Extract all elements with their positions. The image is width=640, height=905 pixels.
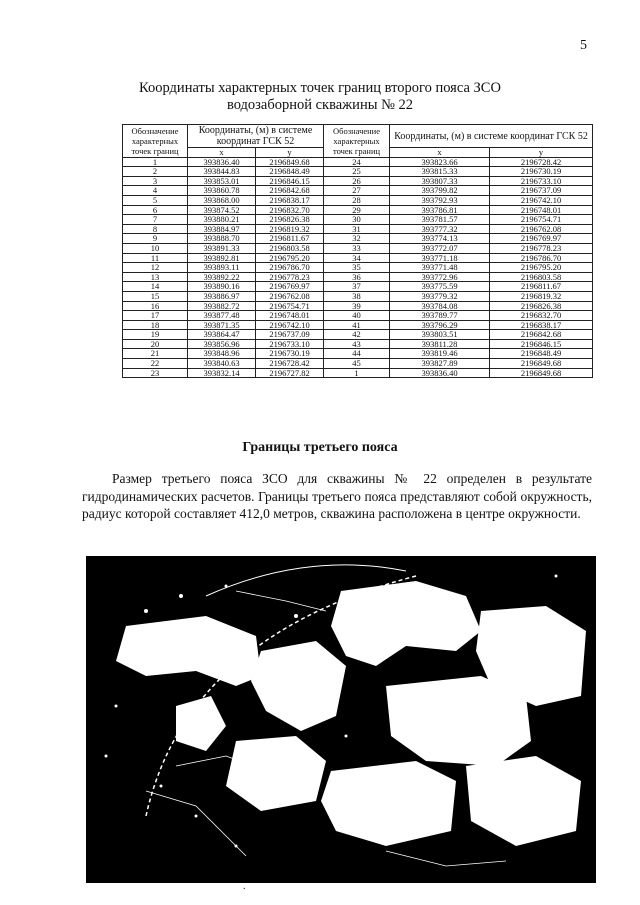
cell-right-point: 1 — [324, 368, 390, 378]
table-row — [123, 272, 593, 282]
cell-left-x: 393848.96 — [188, 349, 256, 359]
cell-left-point: 14 — [123, 282, 188, 292]
cell-right-y: 2196819.32 — [490, 291, 593, 301]
cell-left-x: 393856.96 — [188, 339, 256, 349]
cell-right-x: 393772.96 — [390, 272, 490, 282]
cell-right-point: 39 — [324, 301, 390, 311]
cell-left-point: 19 — [123, 330, 188, 340]
table-row — [123, 167, 593, 177]
cell-left-point: 2 — [123, 167, 188, 177]
cell-left-point: 21 — [123, 349, 188, 359]
cell-right-point: 42 — [324, 330, 390, 340]
cell-left-point: 11 — [123, 253, 188, 263]
cell-right-y: 2196733.10 — [490, 176, 593, 186]
cell-right-y: 2196838.17 — [490, 320, 593, 330]
footer-mark: . — [243, 881, 246, 892]
header-y-left: y — [256, 148, 324, 158]
cell-right-point: 24 — [324, 157, 390, 167]
cell-left-y: 2196762.08 — [256, 291, 324, 301]
cell-right-x: 393836.40 — [390, 368, 490, 378]
cell-right-point: 44 — [324, 349, 390, 359]
table-row — [123, 243, 593, 253]
cell-right-x: 393811.28 — [390, 339, 490, 349]
cell-right-point: 25 — [324, 167, 390, 177]
cell-left-y: 2196811.67 — [256, 234, 324, 244]
cell-right-x: 393823.66 — [390, 157, 490, 167]
cell-right-point: 29 — [324, 205, 390, 215]
cell-left-y: 2196728.42 — [256, 359, 324, 369]
cell-left-x: 393864.47 — [188, 330, 256, 340]
cell-right-y: 2196846.15 — [490, 339, 593, 349]
cell-right-y: 2196826.38 — [490, 301, 593, 311]
cell-right-point: 31 — [324, 224, 390, 234]
cell-left-point: 23 — [123, 368, 188, 378]
cell-left-y: 2196733.10 — [256, 339, 324, 349]
cell-right-y: 2196842.68 — [490, 330, 593, 340]
cell-left-point: 6 — [123, 205, 188, 215]
table-row — [123, 253, 593, 263]
cell-right-y: 2196728.42 — [490, 157, 593, 167]
cell-right-x: 393771.18 — [390, 253, 490, 263]
map-graphic — [86, 556, 596, 883]
table-row — [123, 234, 593, 244]
table-row — [123, 320, 593, 330]
table-row — [123, 301, 593, 311]
cell-left-y: 2196838.17 — [256, 195, 324, 205]
cell-right-point: 26 — [324, 176, 390, 186]
cell-left-x: 393832.14 — [188, 368, 256, 378]
cell-left-x: 393888.70 — [188, 234, 256, 244]
cell-right-y: 2196848.49 — [490, 349, 593, 359]
cell-left-y: 2196727.82 — [256, 368, 324, 378]
cell-right-y: 2196754.71 — [490, 215, 593, 225]
table-row — [123, 215, 593, 225]
cell-right-y: 2196769.97 — [490, 234, 593, 244]
cell-right-x: 393774.13 — [390, 234, 490, 244]
cell-left-y: 2196742.10 — [256, 320, 324, 330]
cell-left-y: 2196848.49 — [256, 167, 324, 177]
cell-left-x: 393880.21 — [188, 215, 256, 225]
cell-right-x: 393799.82 — [390, 186, 490, 196]
table-row — [123, 205, 593, 215]
header-coords-left: Координаты, (м) в системе координат ГСК 52 — [188, 125, 324, 148]
cell-left-x: 393860.78 — [188, 186, 256, 196]
cell-left-point: 1 — [123, 157, 188, 167]
table-title — [110, 80, 530, 114]
cell-right-x: 393789.77 — [390, 311, 490, 321]
cell-left-point: 10 — [123, 243, 188, 253]
table-row — [123, 359, 593, 369]
cell-right-x: 393803.51 — [390, 330, 490, 340]
cell-right-x: 393796.29 — [390, 320, 490, 330]
cell-right-x: 393772.07 — [390, 243, 490, 253]
cell-right-point: 41 — [324, 320, 390, 330]
cell-right-point: 40 — [324, 311, 390, 321]
cell-right-point: 33 — [324, 243, 390, 253]
cell-right-point: 30 — [324, 215, 390, 225]
body-paragraph: Размер третьего пояса ЗСО для скважины № 22 определен в результате гидродинамических расчетов. Границы третьего пояса представляют собой окружность, радиус которой составляет 412,0 метров, скважина расположена в центре окружности. — [82, 471, 592, 521]
cell-right-y: 2196778.23 — [490, 243, 593, 253]
cell-left-y: 2196819.32 — [256, 224, 324, 234]
header-point-left: Обозначение характерных точек границ — [123, 125, 188, 158]
cell-left-x: 393853.01 — [188, 176, 256, 186]
cell-right-y: 2196803.58 — [490, 272, 593, 282]
cell-left-point: 22 — [123, 359, 188, 369]
cell-left-y: 2196786.70 — [256, 263, 324, 273]
cell-left-point: 5 — [123, 195, 188, 205]
cell-right-x: 393781.57 — [390, 215, 490, 225]
cell-left-x: 393844.83 — [188, 167, 256, 177]
table-title-line1: Координаты характерных точек границ второго пояса ЗСО — [139, 80, 501, 96]
cell-right-point: 35 — [324, 263, 390, 273]
table-row — [123, 176, 593, 186]
cell-left-x: 393877.48 — [188, 311, 256, 321]
cell-right-x: 393792.93 — [390, 195, 490, 205]
cell-left-y: 2196730.19 — [256, 349, 324, 359]
table-row — [123, 330, 593, 340]
cell-right-y: 2196849.68 — [490, 359, 593, 369]
cell-right-y: 2196748.01 — [490, 205, 593, 215]
cell-left-y: 2196846.15 — [256, 176, 324, 186]
cell-right-y: 2196737.09 — [490, 186, 593, 196]
table-row — [123, 311, 593, 321]
table-title-line2: водозаборной скважины № 22 — [226, 97, 414, 113]
cell-left-y: 2196737.09 — [256, 330, 324, 340]
cell-right-x: 393775.59 — [390, 282, 490, 292]
cell-left-x: 393871.35 — [188, 320, 256, 330]
cell-right-x: 393786.81 — [390, 205, 490, 215]
cell-right-y: 2196786.70 — [490, 253, 593, 263]
header-x-left: x — [188, 148, 256, 158]
table-row — [123, 157, 593, 167]
cell-left-x: 393884.97 — [188, 224, 256, 234]
cell-left-x: 393890.16 — [188, 282, 256, 292]
header-point-right: Обозначение характерных точек границ — [324, 125, 390, 158]
cell-right-point: 36 — [324, 272, 390, 282]
cell-left-x: 393874.52 — [188, 205, 256, 215]
table-row — [123, 282, 593, 292]
cell-left-point: 18 — [123, 320, 188, 330]
cell-right-x: 393771.48 — [390, 263, 490, 273]
page-number: 5 — [580, 38, 587, 53]
cell-right-x: 393819.46 — [390, 349, 490, 359]
cell-left-x: 393891.33 — [188, 243, 256, 253]
header-y-right: y — [490, 148, 593, 158]
cell-right-x: 393815.33 — [390, 167, 490, 177]
cell-left-x: 393836.40 — [188, 157, 256, 167]
table-row — [123, 224, 593, 234]
cell-left-y: 2196826.38 — [256, 215, 324, 225]
cell-left-point: 15 — [123, 291, 188, 301]
cell-right-point: 43 — [324, 339, 390, 349]
cell-left-point: 9 — [123, 234, 188, 244]
cell-right-point: 32 — [324, 234, 390, 244]
header-coords-right: Координаты, (м) в системе координат ГСК 52 — [390, 125, 593, 148]
cell-right-y: 2196762.08 — [490, 224, 593, 234]
table-row — [123, 291, 593, 301]
cell-right-point: 45 — [324, 359, 390, 369]
cell-right-point: 28 — [324, 195, 390, 205]
cell-left-point: 20 — [123, 339, 188, 349]
cell-right-x: 393784.08 — [390, 301, 490, 311]
coordinates-table — [122, 124, 593, 378]
cell-left-y: 2196748.01 — [256, 311, 324, 321]
cell-left-y: 2196769.97 — [256, 282, 324, 292]
cell-left-point: 4 — [123, 186, 188, 196]
cell-left-point: 12 — [123, 263, 188, 273]
cell-left-point: 17 — [123, 311, 188, 321]
section-heading: Границы третьего пояса — [242, 440, 398, 455]
cell-right-point: 34 — [324, 253, 390, 263]
cell-left-x: 393886.97 — [188, 291, 256, 301]
cell-left-y: 2196832.70 — [256, 205, 324, 215]
cell-left-point: 16 — [123, 301, 188, 311]
cell-left-y: 2196803.58 — [256, 243, 324, 253]
cell-right-y: 2196832.70 — [490, 311, 593, 321]
cell-right-y: 2196849.68 — [490, 368, 593, 378]
cell-left-x: 393868.00 — [188, 195, 256, 205]
table-row — [123, 349, 593, 359]
cell-right-y: 2196795.20 — [490, 263, 593, 273]
cell-right-y: 2196742.10 — [490, 195, 593, 205]
cell-right-x: 393807.33 — [390, 176, 490, 186]
cell-left-x: 393840.63 — [188, 359, 256, 369]
cell-right-y: 2196730.19 — [490, 167, 593, 177]
cell-left-point: 13 — [123, 272, 188, 282]
cell-left-x: 393882.72 — [188, 301, 256, 311]
cell-left-x: 393892.22 — [188, 272, 256, 282]
cell-right-x: 393827.89 — [390, 359, 490, 369]
cell-left-x: 393893.11 — [188, 263, 256, 273]
cell-left-point: 3 — [123, 176, 188, 186]
cell-left-point: 7 — [123, 215, 188, 225]
cell-left-y: 2196754.71 — [256, 301, 324, 311]
table-row — [123, 263, 593, 273]
table-body — [123, 157, 593, 378]
table-row — [123, 195, 593, 205]
cell-right-x: 393779.32 — [390, 291, 490, 301]
cell-left-y: 2196778.23 — [256, 272, 324, 282]
cell-right-x: 393777.32 — [390, 224, 490, 234]
cell-left-y: 2196842.68 — [256, 186, 324, 196]
cell-right-point: 37 — [324, 282, 390, 292]
table-row — [123, 339, 593, 349]
header-x-right: x — [390, 148, 490, 158]
cell-left-x: 393892.81 — [188, 253, 256, 263]
cell-right-point: 38 — [324, 291, 390, 301]
cell-left-y: 2196849.68 — [256, 157, 324, 167]
cell-left-y: 2196795.20 — [256, 253, 324, 263]
zone-map-image — [86, 556, 596, 883]
table-row — [123, 368, 593, 378]
cell-left-point: 8 — [123, 224, 188, 234]
cell-right-point: 27 — [324, 186, 390, 196]
table-row — [123, 186, 593, 196]
cell-right-y: 2196811.67 — [490, 282, 593, 292]
